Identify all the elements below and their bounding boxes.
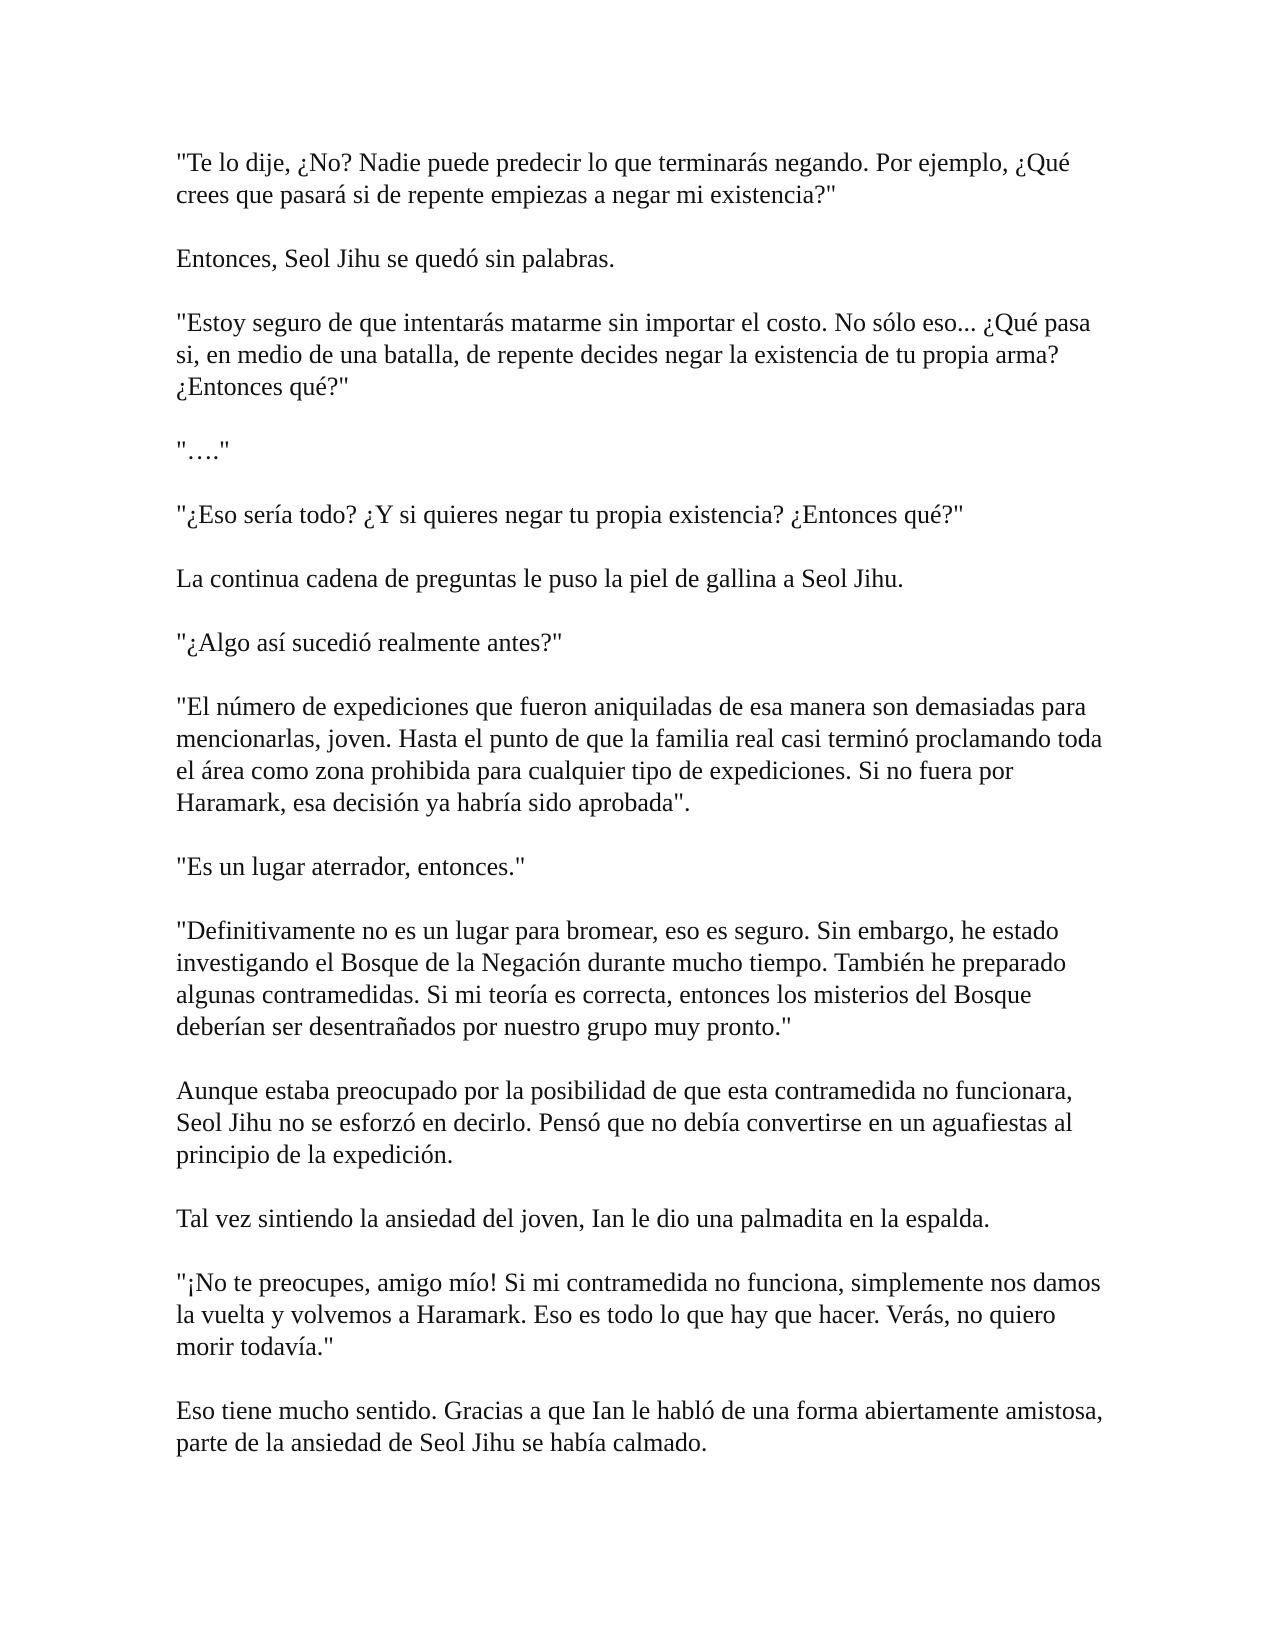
paragraph: Entonces, Seol Jihu se quedó sin palabras. xyxy=(176,244,616,273)
paragraph: "¿Eso sería todo? ¿Y si quieres negar tu propia existencia? ¿Entonces qué?" xyxy=(176,500,964,529)
paragraph: "¿Algo así sucedió realmente antes?" xyxy=(176,628,563,657)
paragraph: "¡No te preocupes, amigo mío! Si mi contramedida no funciona, simplemente nos damos la vuelta y volvemos a Haramark. Eso es todo lo que hay que hacer. Verás, no quiero morir todavía." xyxy=(176,1268,1101,1361)
body-text xyxy=(176,147,1116,1459)
paragraph: "Estoy seguro de que intentarás matarme sin importar el costo. No sólo eso... ¿Qué pasa si, en medio de una batalla, de repente decides negar la existencia de tu propia arma? ¿Entonces qué?" xyxy=(176,308,1091,401)
paragraph: Tal vez sintiendo la ansiedad del joven, Ian le dio una palmadita en la espalda. xyxy=(176,1204,990,1233)
paragraph: "El número de expediciones que fueron aniquiladas de esa manera son demasiadas para mencionarlas, joven. Hasta el punto de que la familia real casi terminó proclamando toda el área como zona prohibida para cualquier tipo de expediciones. Si no fuera por Haramark, esa decisión ya habría sido aprobada". xyxy=(176,692,1103,817)
paragraph: Aunque estaba preocupado por la posibilidad de que esta contramedida no funcionara, Seol Jihu no se esforzó en decirlo. Pensó que no debía convertirse en un aguafiestas al principio de la expedición. xyxy=(176,1076,1073,1169)
paragraph: La continua cadena de preguntas le puso la piel de gallina a Seol Jihu. xyxy=(176,564,904,593)
paragraph: "…." xyxy=(176,436,230,465)
paragraph: "Te lo dije, ¿No? Nadie puede predecir lo que terminarás negando. Por ejemplo, ¿Qué crees que pasará si de repente empiezas a negar mi existencia?" xyxy=(176,148,1070,209)
paragraph: Eso tiene mucho sentido. Gracias a que Ian le habló de una forma abiertamente amistosa, parte de la ansiedad de Seol Jihu se había calmado. xyxy=(176,1396,1103,1457)
paragraph: "Es un lugar aterrador, entonces." xyxy=(176,852,526,881)
paragraph: "Definitivamente no es un lugar para bromear, eso es seguro. Sin embargo, he estado investigando el Bosque de la Negación durante mucho tiempo. También he preparado algunas contramedidas. Si mi teoría es correcta, entonces los misterios del Bosque deberían ser desentrañados por nuestro grupo muy pronto." xyxy=(176,916,1067,1041)
